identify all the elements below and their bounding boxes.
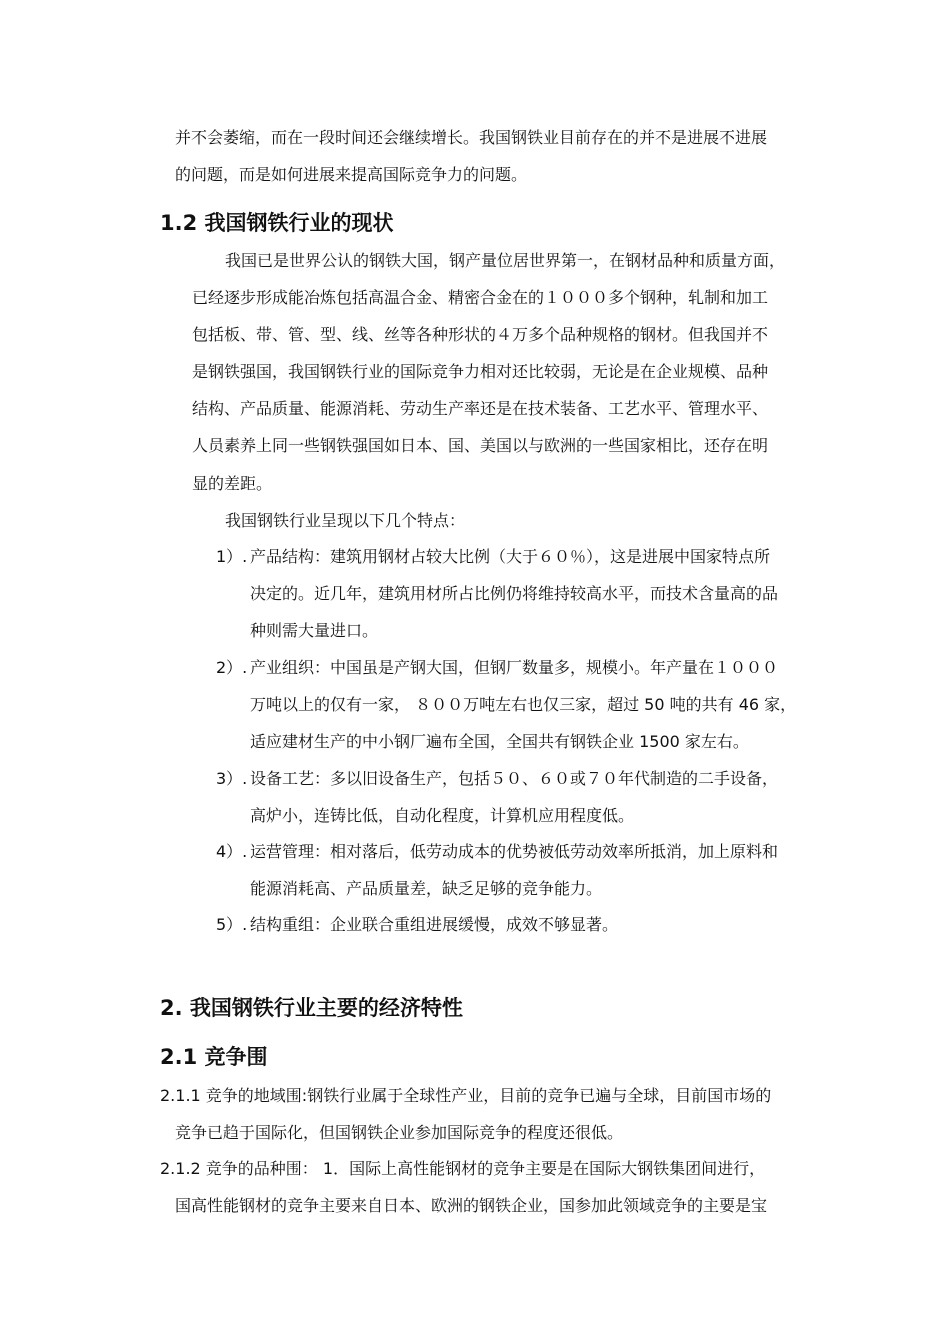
body-text-line: 包括板、带、管、型、线、丝等各种形状的４万多个品种规格的钢材。但我国并不 [192, 325, 769, 344]
section-heading-2-1: 2.1 竞争围 [160, 1045, 268, 1069]
body-text-line: 竞争已趋于国际化，但国钢铁企业参加国际竞争的程度还很低。 [175, 1123, 624, 1142]
list-item-text: 能源消耗高、产品质量差，缺乏足够的竞争能力。 [250, 879, 603, 898]
list-item-text: 产业组织：中国虽是产钢大国，但钢厂数量多，规模小。年产量在１０００ [250, 658, 779, 677]
body-text-line: 国高性能钢材的竞争主要来自日本、欧洲的钢铁企业，国参加此领域竞争的主要是宝 [175, 1196, 768, 1215]
list-item-number: 1）. [216, 547, 248, 566]
section-heading-1-2: 1.2 我国钢铁行业的现状 [160, 211, 394, 235]
list-item-text: 运营管理：相对落后，低劳动成本的优势被低劳动效率所抵消，加上原料和 [250, 842, 779, 861]
body-text-line: 已经逐步形成能冶炼包括高温合金、精密合金在的１０００多个钢种，轧制和加工 [192, 288, 769, 307]
body-text-line: 并不会萎缩，而在一段时间还会继续增长。我国钢铁业目前存在的并不是进展不进展 [175, 128, 768, 147]
list-item-text: 万吨以上的仅有一家， ８００万吨左右也仅三家，超过 50 吨的共有 46 家， [250, 695, 797, 714]
body-text-line: 结构、产品质量、能源消耗、劳动生产率还是在技术装备、工艺水平、管理水平、 [192, 399, 769, 418]
list-item-text: 设备工艺：多以旧设备生产，包括５０、６０或７０年代制造的二手设备， [250, 769, 779, 788]
list-item-number: 4）. [216, 842, 248, 861]
list-item-text: 决定的。近几年，建筑用材所占比例仍将维持较高水平，而技术含量高的品 [250, 584, 779, 603]
body-text-line: 人员素养上同一些钢铁强国如日本、国、美国以与欧洲的一些国家相比，还存在明 [192, 436, 769, 455]
features-intro: 我国钢铁行业呈现以下几个特点： [225, 511, 466, 530]
body-text-line: 2.1.1 竞争的地域围:钢铁行业属于全球性产业，目前的竞争已遍与全球，目前国市场的 [160, 1086, 772, 1105]
body-text-line: 我国已是世界公认的钢铁大国，钢产量位居世界第一，在钢材品种和质量方面， [225, 251, 786, 270]
body-text-line: 的问题，而是如何进展来提高国际竞争力的问题。 [175, 165, 528, 184]
section-heading-2: 2. 我国钢铁行业主要的经济特性 [160, 996, 463, 1020]
list-item-number: 3）. [216, 769, 248, 788]
list-item-text: 种则需大量进口。 [250, 621, 379, 640]
list-item-text: 适应建材生产的中小钢厂遍布全国，全国共有钢铁企业 1500 家左右。 [250, 732, 749, 751]
body-text-line: 2.1.2 竞争的品种围： 1．国际上高性能钢材的竞争主要是在国际大钢铁集团间进行， [160, 1159, 766, 1178]
list-item-number: 5）. [216, 915, 248, 934]
list-item-text: 结构重组：企业联合重组进展缓慢，成效不够显著。 [250, 915, 619, 934]
list-item-number: 2）. [216, 658, 248, 677]
body-text-line: 显的差距。 [192, 474, 273, 493]
list-item-text: 产品结构：建筑用钢材占较大比例（大于６０％），这是进展中国家特点所 [250, 547, 771, 566]
body-text-line: 是钢铁强国，我国钢铁行业的国际竞争力相对还比较弱，无论是在企业规模、品种 [192, 362, 769, 381]
list-item-text: 高炉小，连铸比低，自动化程度，计算机应用程度低。 [250, 806, 635, 825]
